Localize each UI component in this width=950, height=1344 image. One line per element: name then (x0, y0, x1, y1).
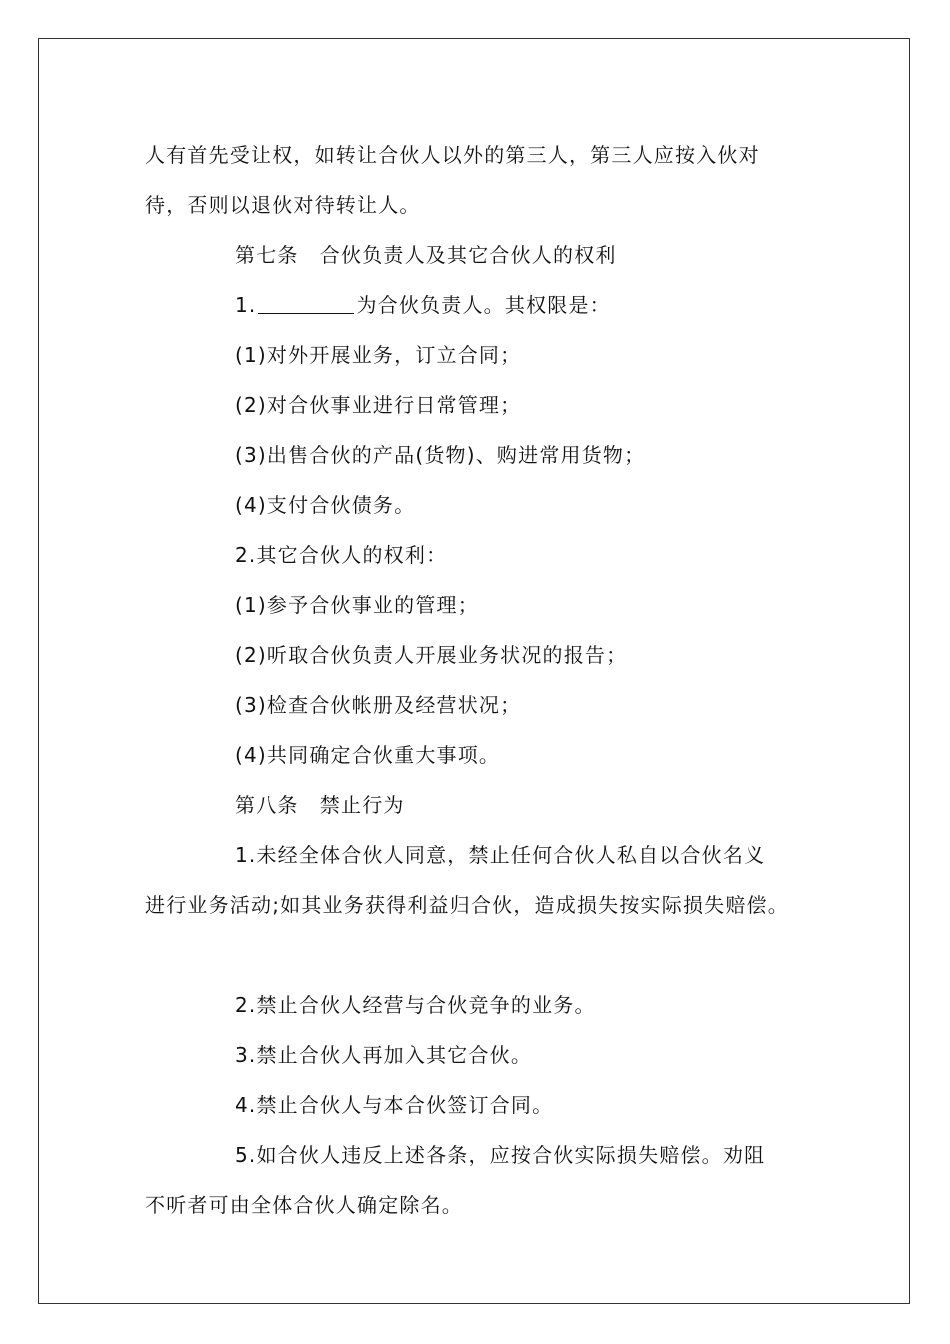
responsible-partner-text: 为合伙负责人。其权限是： (356, 293, 611, 317)
list-item: (4)共同确定合伙重大事项。 (235, 743, 501, 767)
list-item: (2)听取合伙负责人开展业务状况的报告； (235, 643, 628, 667)
list-item: 2.其它合伙人的权利： (235, 543, 448, 567)
paragraph-line: 进行业务活动;如其业务获得利益归合伙，造成损失按实际损失赔偿。 (145, 893, 789, 917)
paragraph-line: 待，否则以退伙对待转让人。 (145, 193, 421, 217)
list-item: (3)出售合伙的产品(货物)、购进常用货物； (235, 443, 646, 467)
paragraph-line: 5.如合伙人违反上述各条，应按合伙实际损失赔偿。劝阻 (235, 1143, 766, 1167)
page-frame (38, 38, 910, 1304)
item-number: 1. (235, 293, 257, 317)
list-item: (1)参予合伙事业的管理； (235, 593, 479, 617)
responsible-partner-line (235, 293, 611, 317)
article-7-heading: 第七条 合伙负责人及其它合伙人的权利 (235, 243, 617, 267)
article-8-heading: 第八条 禁止行为 (235, 793, 405, 817)
list-item: (4)支付合伙债务。 (235, 493, 416, 517)
list-item: 2.禁止合伙人经营与合伙竞争的业务。 (235, 993, 596, 1017)
paragraph-line: 不听者可由全体合伙人确定除名。 (145, 1193, 463, 1217)
fill-in-blank[interactable] (258, 295, 354, 314)
list-item: 3.禁止合伙人再加入其它合伙。 (235, 1043, 533, 1067)
list-item: (3)检查合伙帐册及经营状况； (235, 693, 522, 717)
paragraph-line: 人有首先受让权，如转让合伙人以外的第三人，第三人应按入伙对 (145, 143, 760, 167)
list-item: (1)对外开展业务，订立合同； (235, 343, 522, 367)
list-item: (2)对合伙事业进行日常管理； (235, 393, 522, 417)
list-item: 4.禁止合伙人与本合伙签订合同。 (235, 1093, 554, 1117)
paragraph-line: 1.未经全体合伙人同意，禁止任何合伙人私自以合伙名义 (235, 843, 766, 867)
